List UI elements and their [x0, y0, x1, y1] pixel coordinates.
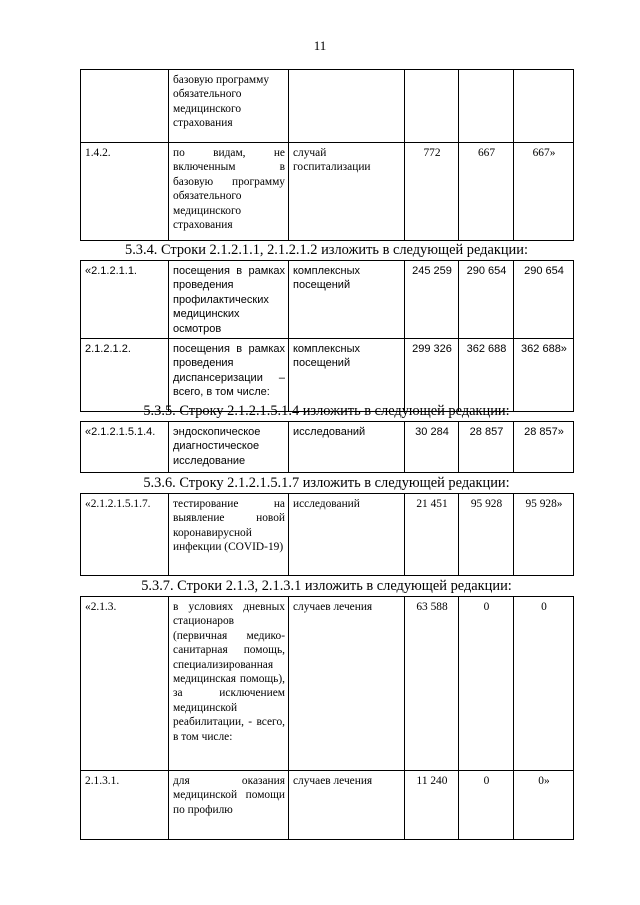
section-heading-5-3-7: 5.3.7. Строки 2.1.3, 2.1.3.1 изложить в следующей редакции:	[141, 578, 512, 594]
cell-value-2: 290 654	[459, 261, 514, 339]
cell-value-2: 0	[459, 597, 514, 771]
cell-value-2: 95 928	[459, 494, 514, 576]
table-row	[81, 422, 574, 473]
cell-value-3: 95 928»	[514, 494, 574, 576]
cell-value-3	[514, 70, 574, 143]
cell-unit	[289, 70, 405, 143]
cell-value-3: 0»	[514, 771, 574, 840]
page-number: 11	[313, 38, 327, 53]
cell-value-2	[459, 70, 514, 143]
cell-value-1: 245 259	[405, 261, 459, 339]
table-row	[81, 339, 574, 412]
cell-value-1: 21 451	[405, 494, 459, 576]
cell-value-3: 667»	[514, 143, 574, 241]
cell-code: 2.1.2.1.2.	[81, 339, 169, 412]
cell-unit: исследований	[289, 422, 405, 473]
cell-unit: случай госпитализации	[289, 143, 405, 241]
table-2-1-2-1-5-1-4	[80, 421, 574, 473]
cell-code: «2.1.2.1.5.1.4.	[81, 422, 169, 473]
cell-value-2: 28 857	[459, 422, 514, 473]
section-heading-5-3-5: 5.3.5. Строку 2.1.2.1.5.1.4 изложить в следующей редакции:	[143, 403, 510, 419]
cell-code	[81, 70, 169, 143]
table-2-1-3	[80, 596, 574, 840]
cell-name: посещения в рамках проведения профилактических медицинских осмотров	[169, 261, 289, 339]
cell-value-3: 362 688»	[514, 339, 574, 412]
table-row	[81, 494, 574, 576]
cell-unit: комплексных посещений	[289, 261, 405, 339]
cell-value-1: 299 326	[405, 339, 459, 412]
cell-name: эндоскопическое диагностическое исследование	[169, 422, 289, 473]
cell-unit: комплексных посещений	[289, 339, 405, 412]
cell-name: в условиях дневных стационаров (первичная медико-санитарная помощь, специализированная медицинская помощь), за исключением медицинской реабилитации, - всего, в том числе:	[169, 597, 289, 771]
cell-unit: случаев лечения	[289, 597, 405, 771]
cell-unit: случаев лечения	[289, 771, 405, 840]
cell-name: для оказания медицинской помощи по профилю	[169, 771, 289, 840]
cell-code: 2.1.3.1.	[81, 771, 169, 840]
cell-value-1: 11 240	[405, 771, 459, 840]
table-row	[81, 771, 574, 840]
cell-value-2: 667	[459, 143, 514, 241]
cell-name: по видам, не включенным в базовую программу обязательного медицинского страхования	[169, 143, 289, 241]
section-heading-5-3-4: 5.3.4. Строки 2.1.2.1.1, 2.1.2.1.2 изложить в следующей редакции:	[125, 242, 528, 258]
table-continuation	[80, 69, 574, 241]
table-2-1-2-1-5-1-7	[80, 493, 574, 576]
cell-name: тестирование на выявление новой коронавирусной инфекции (COVID-19)	[169, 494, 289, 576]
cell-code: «2.1.2.1.1.	[81, 261, 169, 339]
cell-unit: исследований	[289, 494, 405, 576]
cell-value-2: 362 688	[459, 339, 514, 412]
cell-code: 1.4.2.	[81, 143, 169, 241]
cell-value-3: 28 857»	[514, 422, 574, 473]
table-2-1-2-1	[80, 260, 574, 412]
cell-value-2: 0	[459, 771, 514, 840]
section-heading-5-3-6: 5.3.6. Строку 2.1.2.1.5.1.7 изложить в следующей редакции:	[143, 475, 510, 491]
cell-name: посещения в рамках проведения диспансеризации – всего, в том числе:	[169, 339, 289, 412]
cell-name: базовую программу обязательного медицинского страхования	[169, 70, 289, 143]
table-row	[81, 261, 574, 339]
cell-value-3: 290 654	[514, 261, 574, 339]
table-row	[81, 143, 574, 241]
cell-value-1: 30 284	[405, 422, 459, 473]
cell-value-1	[405, 70, 459, 143]
cell-value-1: 63 588	[405, 597, 459, 771]
cell-code: «2.1.2.1.5.1.7.	[81, 494, 169, 576]
cell-value-3: 0	[514, 597, 574, 771]
table-row	[81, 597, 574, 771]
cell-code: «2.1.3.	[81, 597, 169, 771]
table-row	[81, 70, 574, 143]
cell-value-1: 772	[405, 143, 459, 241]
